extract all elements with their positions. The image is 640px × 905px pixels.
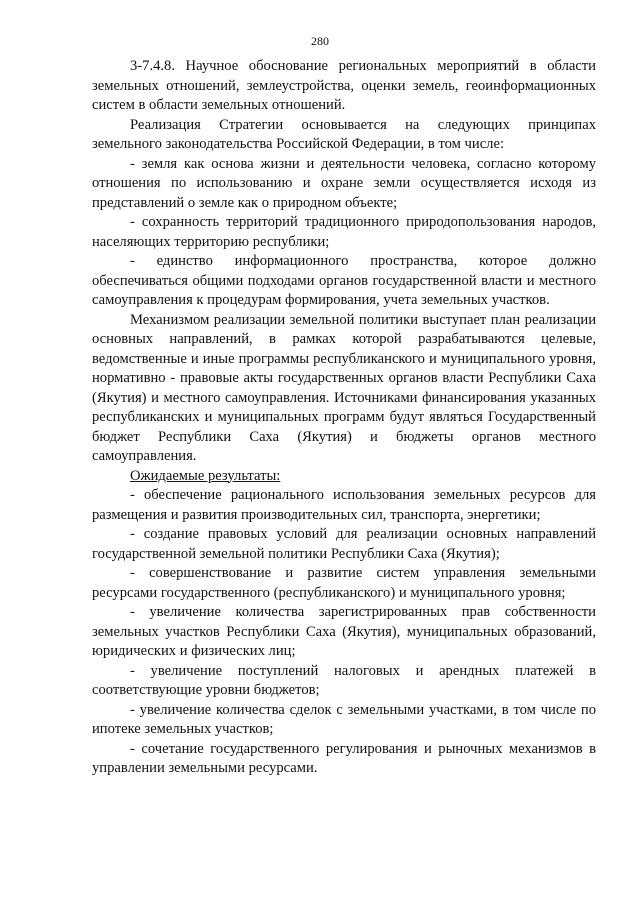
principle-item: - земля как основа жизни и деятельности человека, согласно которому отношения по использованию и охране земли осуществляется исходя из представлений о земле как о природном объекте; [92,155,596,211]
result-item: - совершенствование и развитие систем управления земельными ресурсами государственного (республиканского) и муниципального уровня; [92,565,596,601]
mechanism-paragraph: Механизмом реализации земельной политики выступает план реализации основных направлений, в рамках которой разрабатываются целевые, ведомственные и иные программы республиканского и муниципального уровня, нормативно - правовые акты государственных органов власти Республики Саха (Якутия) и местного самоуправления. Источниками финансирования указанных республиканских и муниципальных программ будут являться Государственный бюджет Республики Саха (Якутия) и бюджеты органов местного самоуправления. [92,311,596,464]
page-number: 280 [311,34,329,48]
result-item: - сочетание государственного регулирования и рыночных механизмов в управлении земельными ресурсами. [92,740,596,776]
intro-paragraph: Реализация Стратегии основывается на следующих принципах земельного законодательства Российской Федерации, в том числе: [92,116,596,152]
expected-results-heading [92,467,596,487]
result-item: - создание правовых условий для реализации основных направлений государственной земельной политики Республики Саха (Якутия); [92,526,596,562]
document-body [92,57,596,779]
result-item: - увеличение количества сделок с земельными участками, в том числе по ипотеке земельных участков; [92,701,596,737]
result-item: - обеспечение рационального использования земельных ресурсов для размещения и развития производительных сил, транспорта, энергетики; [92,487,596,523]
expected-results-heading-text: Ожидаемые результаты: [130,467,281,484]
result-item: - увеличение количества зарегистрированных прав собственности земельных участков Республики Саха (Якутия), муниципальных образований, юридических и физических лиц; [92,604,596,659]
principle-item: - единство информационного пространства, которое должно обеспечиваться общими подходами органов государственной власти и местного самоуправления к процедурам формирования, учета земельных участков. [92,253,596,308]
result-item: - увеличение поступлений налоговых и арендных платежей в соответствующие уровни бюджетов; [92,662,596,698]
section-heading: 3-7.4.8. Научное обоснование региональных мероприятий в области земельных отношений, землеустройства, оценки земель, геоинформационных систем в области земельных отношений. [92,58,596,113]
principle-item: - сохранность территорий традиционного природопользования народов, населяющих территорию республики; [92,214,596,250]
